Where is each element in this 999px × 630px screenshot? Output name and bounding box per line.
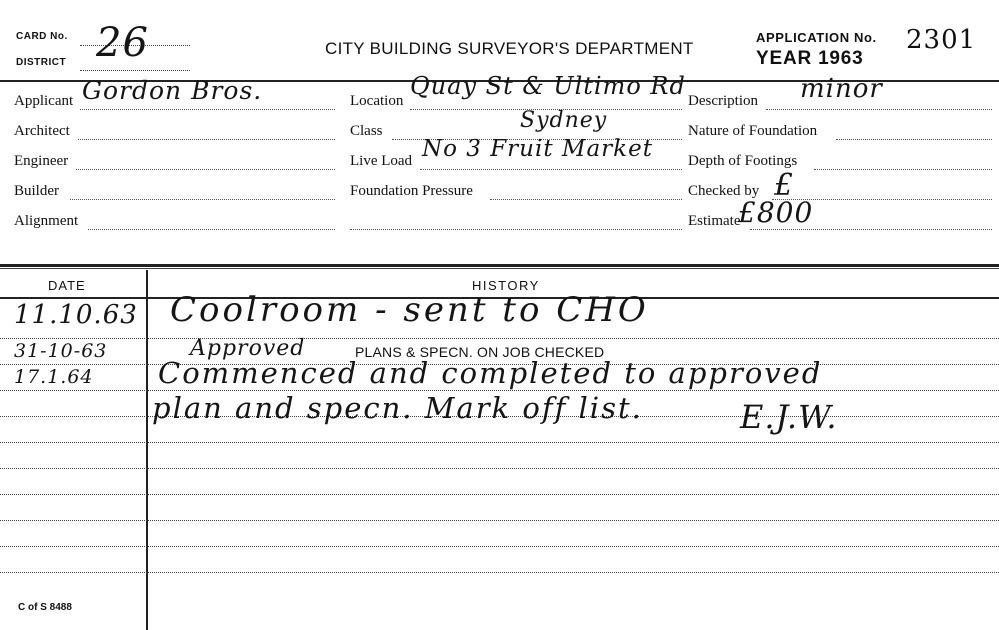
history-row-line [0, 442, 999, 443]
location-value: Quay St & Ultimo Rd [410, 72, 686, 100]
engineer-line [76, 169, 335, 170]
depth-line [814, 169, 992, 170]
applicant-label: Applicant [14, 93, 74, 109]
description-value: minor [800, 74, 883, 104]
architect-line [78, 139, 335, 140]
department-title: CITY BUILDING SURVEYOR'S DEPARTMENT [325, 39, 694, 58]
entry-text: Commenced and completed to approved [158, 356, 823, 390]
alignment-line [88, 229, 335, 230]
history-row-line [0, 338, 999, 339]
description-line [766, 109, 992, 110]
foundation-pressure-label: Foundation Pressure [350, 183, 473, 199]
card-no-label: CARD No. [16, 31, 68, 42]
description-label: Description [688, 93, 758, 109]
entry-date: 17.1.64 [14, 366, 94, 388]
live-load-value: No 3 Fruit Market [422, 136, 653, 162]
applicant-value: Gordon Bros. [82, 76, 263, 105]
architect-label: Architect [14, 123, 70, 139]
application-label: APPLICATION No. [756, 30, 877, 45]
checked-stamp: PLANS & SPECN. ON JOB CHECKED [355, 344, 605, 360]
checked-by-label: Checked by [688, 183, 760, 199]
application-number: 2301 [906, 25, 977, 55]
district-line [80, 70, 190, 71]
builder-line [70, 199, 335, 200]
date-column-divider [146, 270, 148, 630]
history-top-rule-inner [0, 268, 999, 269]
history-row-line [0, 468, 999, 469]
district-value: 26 [96, 20, 149, 66]
builder-label: Builder [14, 183, 59, 199]
history-row-line [0, 494, 999, 495]
location-label: Location [350, 93, 404, 109]
foundation-pressure-line [490, 199, 682, 200]
checked-value: £ [774, 168, 795, 203]
history-row-line [0, 572, 999, 573]
estimate-value: £800 [738, 196, 814, 229]
nature-of-foundation-label: Nature of Foundation [688, 123, 818, 139]
district-label: DISTRICT [16, 57, 67, 68]
class-label: Class [350, 123, 383, 139]
history-top-rule [0, 264, 999, 267]
engineer-label: Engineer [14, 153, 69, 169]
estimate-label: Estimate [688, 213, 741, 229]
entry-text: Coolroom - sent to CHO [170, 290, 649, 330]
live-load-line [420, 169, 682, 170]
nature-line [836, 139, 992, 140]
form-code: C of S 8488 [18, 602, 72, 613]
year-label: YEAR 1963 [756, 48, 864, 69]
date-header: DATE [48, 278, 86, 293]
entry-date: 11.10.63 [14, 300, 138, 330]
entry-text: plan and specn. Mark off list. [152, 391, 643, 425]
entry-initials: E.J.W. [740, 398, 838, 436]
entry-text: Approved [190, 336, 306, 361]
applicant-line [80, 109, 335, 110]
history-row-line [0, 546, 999, 547]
entry-date: 31-10-63 [14, 340, 108, 362]
depth-of-footings-label: Depth of Footings [688, 153, 798, 169]
history-row-line [0, 520, 999, 521]
live-load-label: Live Load [350, 153, 413, 169]
alignment-label: Alignment [14, 213, 79, 229]
history-header: HISTORY [472, 278, 540, 293]
location-value-2: Sydney [520, 108, 608, 133]
estimate-line [750, 229, 992, 230]
middle-blank-line [350, 229, 682, 230]
